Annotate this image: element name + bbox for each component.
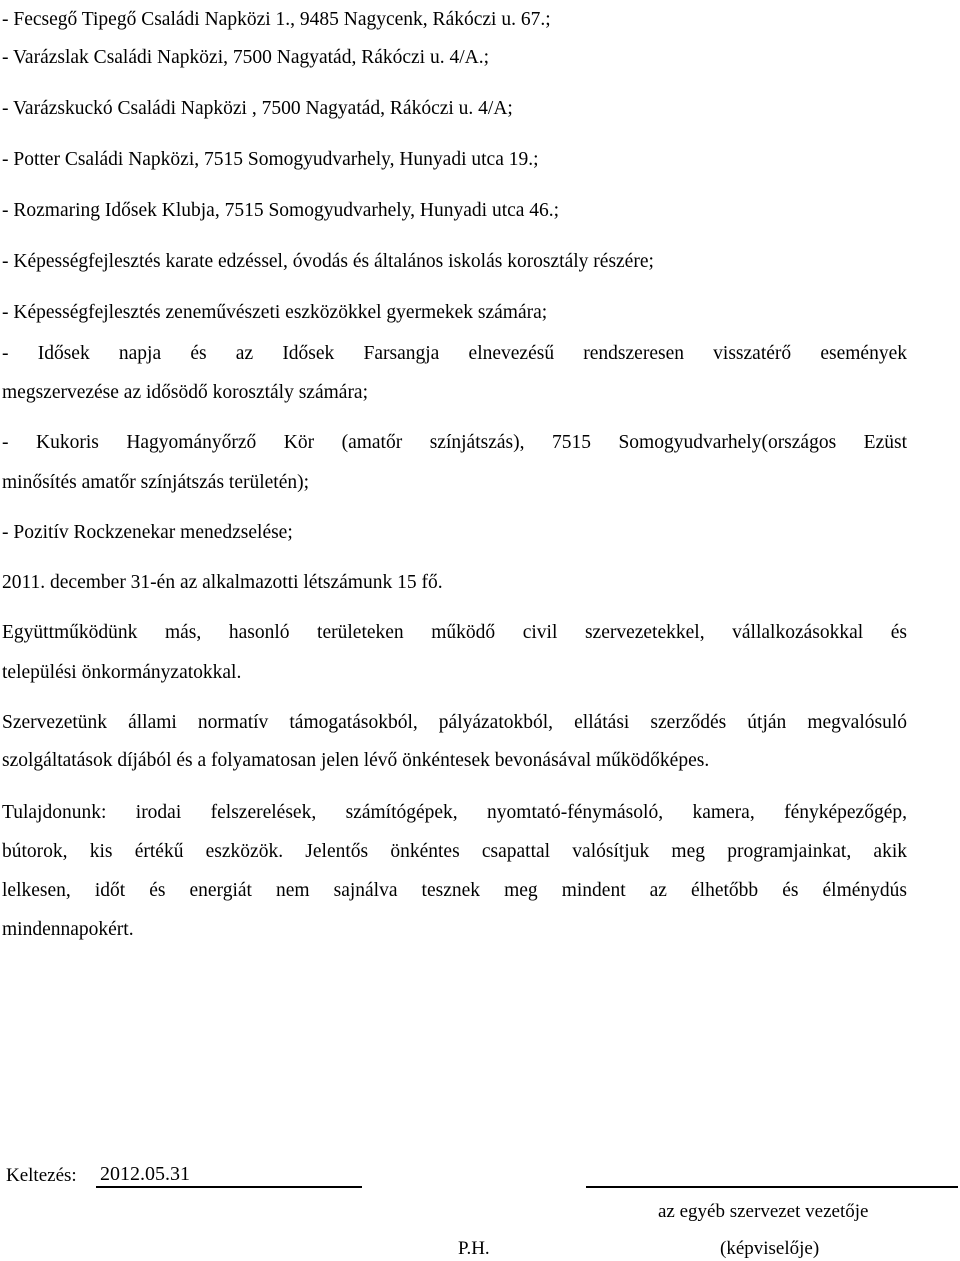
leader-title: az egyéb szervezet vezetője xyxy=(658,1201,869,1222)
list-item: - Rozmaring Idősek Klubja, 7515 Somogyudvarhely, Hunyadi utca 46.; xyxy=(2,200,560,221)
stamp-placeholder: P.H. xyxy=(458,1238,490,1259)
list-item: - Képességfejlesztés zeneművészeti eszközökkel gyermekek számára; xyxy=(2,302,548,323)
paragraph-line: Szervezetünk állami normatív támogatásokból, pályázatokból, ellátási szerződés útján megvalósuló xyxy=(2,712,907,733)
paragraph-line: - Kukoris Hagyományőrző Kör (amatőr színjátszás), 7515 Somogyudvarhely(országos Ezüst xyxy=(2,432,907,453)
assets-paragraph-line-2 xyxy=(2,840,907,864)
assets-paragraph-line-3 xyxy=(2,879,907,903)
assets-paragraph xyxy=(2,801,907,825)
list-item: - Potter Családi Napközi, 7515 Somogyudvarhely, Hunyadi utca 19.; xyxy=(2,149,539,170)
date-label: Keltezés: xyxy=(6,1165,77,1186)
date-value: 2012.05.31 xyxy=(100,1163,190,1185)
list-item-elders xyxy=(2,342,907,366)
paragraph-line: bútorok, kis értékű eszközök. Jelentős önkéntes csapattal valósítjuk meg programjainkat, akik xyxy=(2,841,907,862)
paragraph-line: megszervezése az idősödő korosztály számára; xyxy=(2,382,369,403)
list-item: - Varázskuckó Családi Napközi , 7500 Nagyatád, Rákóczi u. 4/A; xyxy=(2,98,513,119)
funding-paragraph xyxy=(2,711,907,735)
list-item: - Képességfejlesztés karate edzéssel, óvodás és általános iskolás korosztály részére; xyxy=(2,251,654,272)
paragraph-line: szolgáltatások díjából és a folyamatosan jelen lévő önkéntesek bevonásával működőképes. xyxy=(2,750,710,771)
list-item: - Varázslak Családi Napközi, 7500 Nagyatád, Rákóczi u. 4/A.; xyxy=(2,47,490,68)
date-underline xyxy=(96,1186,362,1188)
paragraph-line: Együttműködünk más, hasonló területeken működő civil szervezetekkel, vállalkozásokkal és xyxy=(2,622,907,643)
representative-label: (képviselője) xyxy=(720,1238,820,1259)
paragraph-line: - Idősek napja és az Idősek Farsangja elnevezésű rendszeresen visszatérő események xyxy=(2,343,907,364)
paragraph-line: lelkesen, időt és energiát nem sajnálva tesznek meg mindent az élhetőbb és élménydús xyxy=(2,880,907,901)
paragraph-line: Tulajdonunk: irodai felszerelések, számítógépek, nyomtató-fénymásoló, kamera, fényképezőgép, xyxy=(2,802,907,823)
paragraph-line: települési önkormányzatokkal. xyxy=(2,662,242,683)
list-item: - Pozitív Rockzenekar menedzselése; xyxy=(2,522,293,543)
list-item: - Fecsegő Tipegő Családi Napközi 1., 9485 Nagycenk, Rákóczi u. 67.; xyxy=(2,9,551,30)
signature-line xyxy=(586,1186,958,1188)
paragraph-line: mindennapokért. xyxy=(2,919,134,940)
list-item-kukoris xyxy=(2,431,907,455)
staff-count-paragraph: 2011. december 31-én az alkalmazotti létszámunk 15 fő. xyxy=(2,572,443,593)
paragraph-line: minősítés amatőr színjátszás területén); xyxy=(2,472,310,493)
cooperation-paragraph xyxy=(2,621,907,645)
